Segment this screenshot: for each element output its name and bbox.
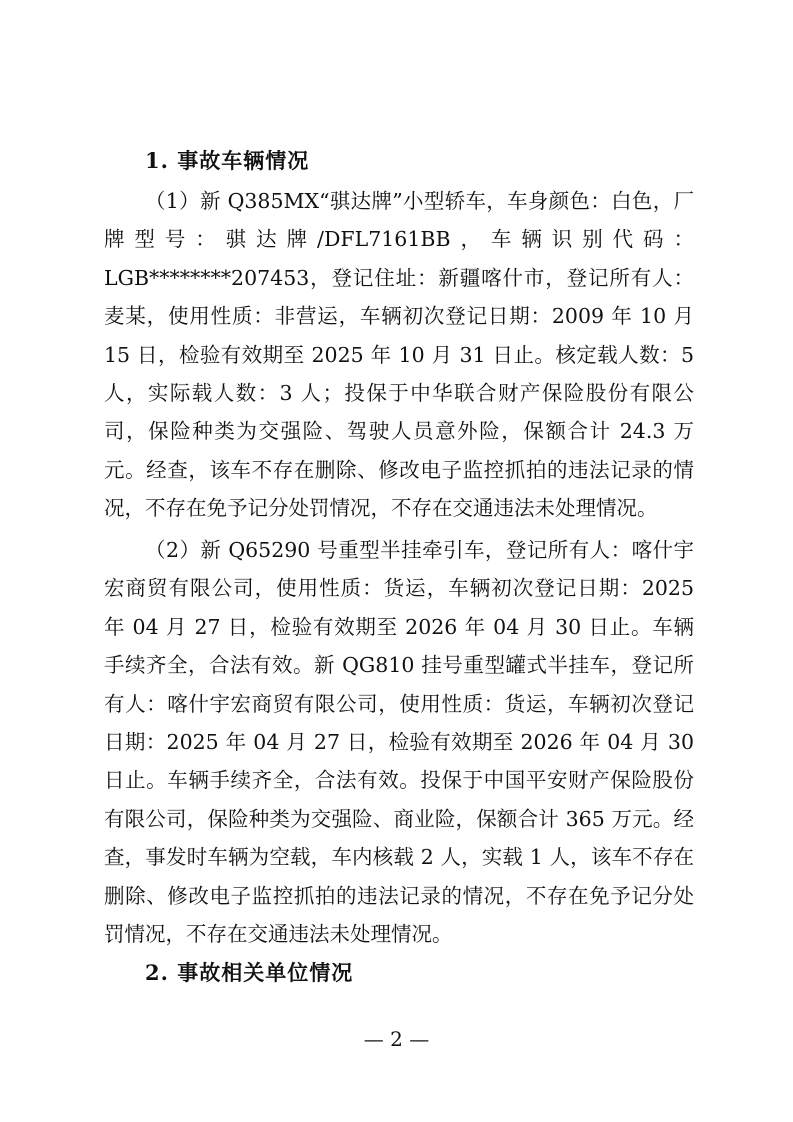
section-heading-vehicles: 1. 事故车辆情况	[145, 148, 310, 173]
paragraph-vehicle-2: （2）新 Q65290 号重型半挂牵引车，登记所有人：喀什宇宏商贸有限公司，使用性质：货运，车辆初次登记日期：2025 年 04 月 27 日，检验有效期至 2026 年 04 月 30 日止。车辆手续齐全，合法有效。新 QG810 挂号重型罐式半挂车，登记所有人：喀什宇宏商贸有限公司，使用性质：货运，车辆初次登记日期：2025 年 04 月 27 日，检验有效期至 2026 年 04 月 30 日止。车辆手续齐全，合法有效。投保于中国平安财产保险股份有限公司，保险种类为交强险、商业险，保额合计 365 万元。经查，事发时车辆为空载，车内核载 2 人，实载 1 人，该车不存在删除、修改电子监控抓拍的违法记录的情况，不存在免予记分处罚情况，不存在交通违法未处理情况。	[104, 538, 694, 947]
page-number: — 2 —	[363, 1027, 430, 1051]
section-heading-units: 2. 事故相关单位情况	[145, 960, 354, 985]
paragraph-vehicle-1: （1）新 Q385MX“骐达牌”小型轿车，车身颜色：白色，厂牌型号：骐达牌/DFL7161BB，车辆识别代码：LGB********207453，登记住址：新疆喀什市，登记所有人：麦某，使用性质：非营运，车辆初次登记日期：2009 年 10 月 15 日，检验有效期至 2025 年 10 月 31 日止。核定载人数：5 人，实际载人数：3 人；投保于中华联合财产保险股份有限公司，保险种类为交强险、驾驶人员意外险，保额合计 24.3 万元。经查，该车不存在删除、修改电子监控抓拍的违法记录的情况，不存在免予记分处罚情况，不存在交通违法未处理情况。	[104, 189, 694, 521]
